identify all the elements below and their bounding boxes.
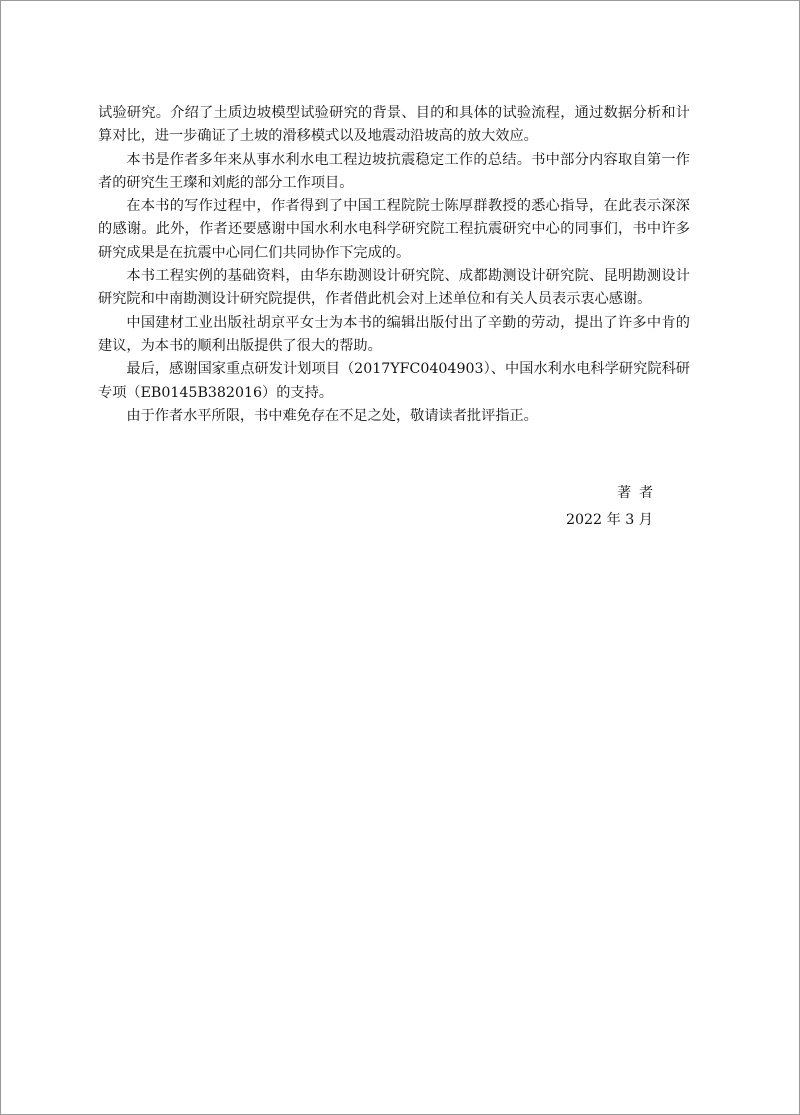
- paragraph-5: 中国建材工业出版社胡京平女士为本书的编辑出版付出了辛勤的劳动，提出了许多中肯的建议，为本书的顺利出版提供了很大的帮助。: [98, 314, 690, 354]
- paragraph-3: 在本书的写作过程中，作者得到了中国工程院院士陈厚群教授的悉心指导，在此表示深深的感谢。此外，作者还要感谢中国水利水电科学研究院工程抗震研究中心的同事们，书中许多研究成果是在抗震中心同仁们共同协作下完成的。: [98, 198, 690, 261]
- preface-body: [98, 102, 690, 428]
- signature-author: 著者: [617, 485, 661, 501]
- paragraph-1: 试验研究。介绍了土质边坡模型试验研究的背景、目的和具体的试验流程，通过数据分析和计算对比，进一步确证了土坡的滑移模式以及地震动沿坡高的放大效应。: [98, 105, 690, 145]
- paragraph-4: 本书工程实例的基础资料，由华东勘测设计研究院、成都勘测设计研究院、昆明勘测设计研究院和中南勘测设计研究院提供，作者借此机会对上述单位和有关人员表示衷心感谢。: [98, 268, 690, 308]
- paragraph-2: 本书是作者多年来从事水利水电工程边坡抗震稳定工作的总结。书中部分内容取自第一作者的研究生王璨和刘彪的部分工作项目。: [98, 151, 690, 191]
- signature-date: 2022 年 3 月: [565, 512, 653, 528]
- paragraph-6: 最后，感谢国家重点研发计划项目（2017YFC0404903）、中国水利水电科学研究院科研专项（EB0145B382016）的支持。: [98, 361, 690, 401]
- paragraph-7: 由于作者水平所限，书中难免存在不足之处，敬请读者批评指正。: [126, 407, 538, 424]
